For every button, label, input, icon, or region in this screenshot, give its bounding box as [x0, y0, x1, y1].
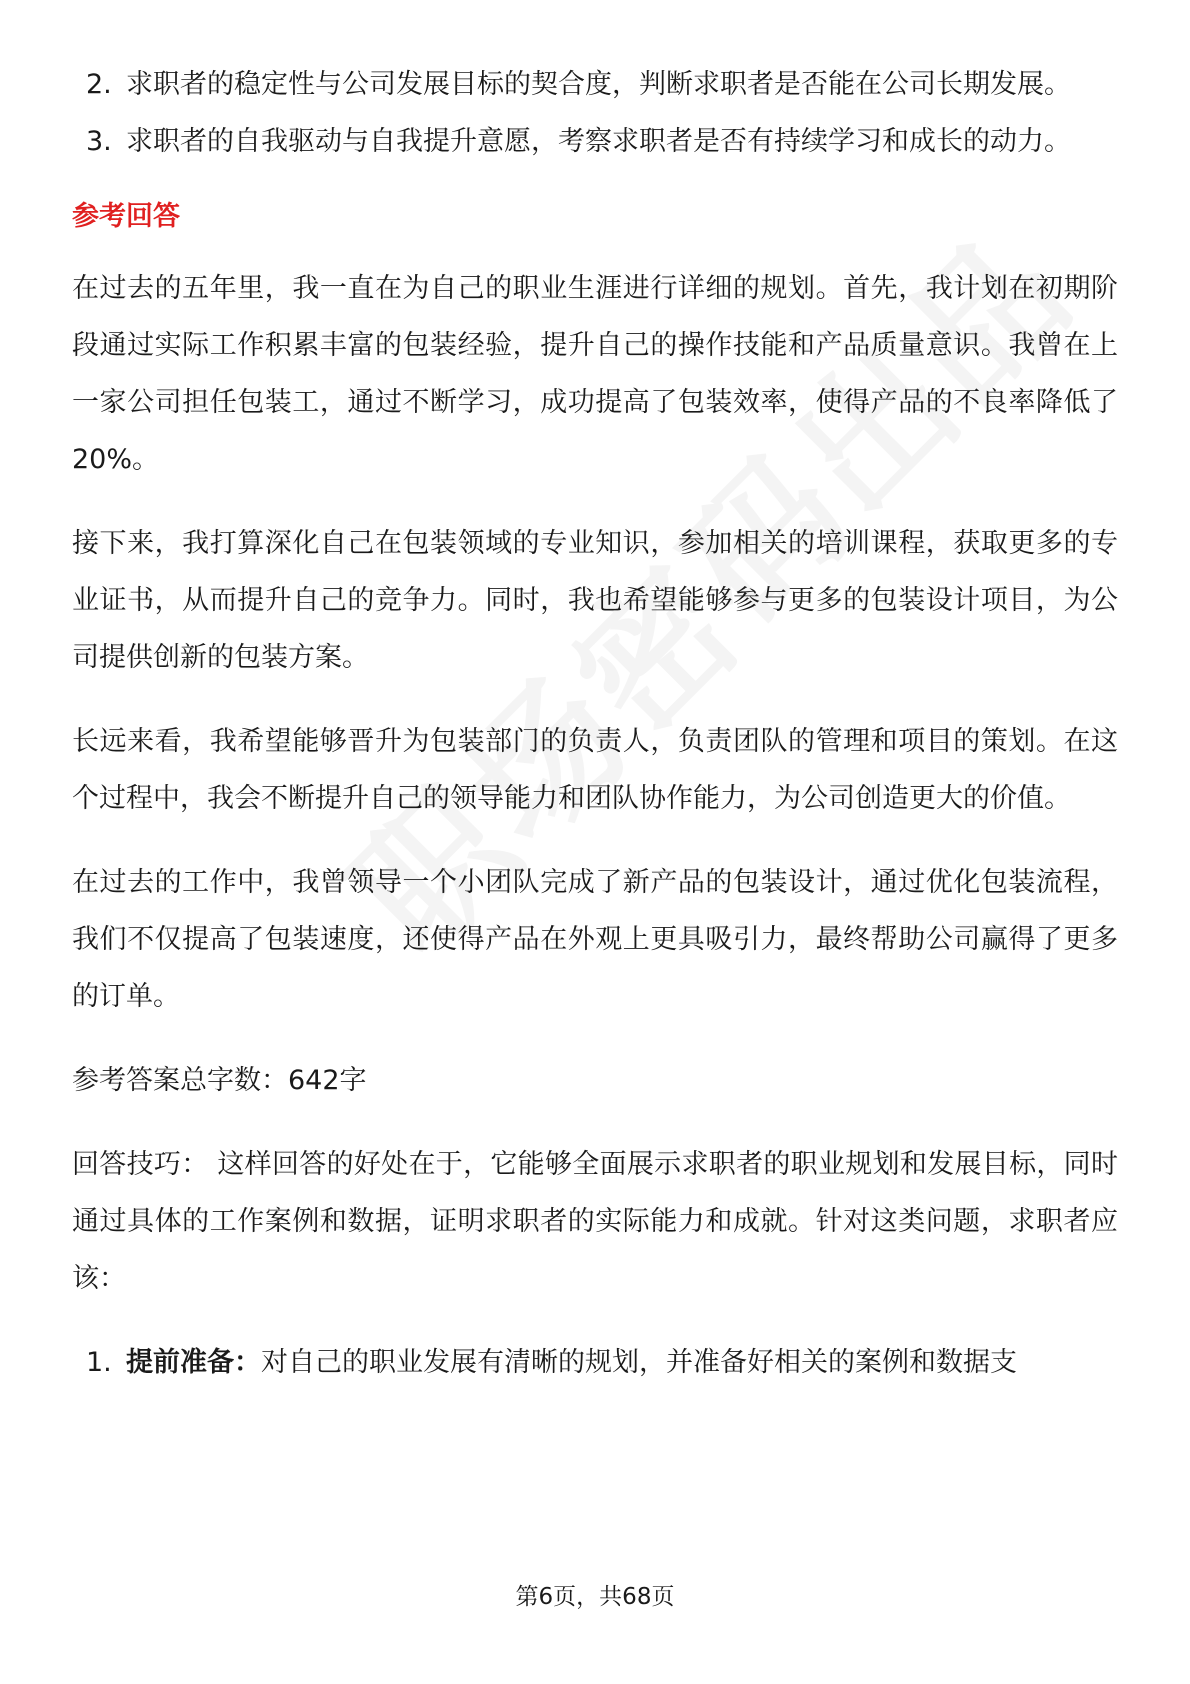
list-item [72, 56, 1118, 113]
criteria-list [72, 56, 1118, 170]
list-item-number: 3. [86, 126, 112, 157]
list-item-number: 1. [86, 1347, 112, 1378]
answer-tips: 回答技巧： 这样回答的好处在于，它能够全面展示求职者的职业规划和发展目标，同时通过具体的工作案例和数据，证明求职者的实际能力和成就。针对这类问题，求职者应该： [72, 1149, 1118, 1294]
answer-paragraph: 在过去的五年里，我一直在为自己的职业生涯进行详细的规划。首先，我计划在初期阶段通过实际工作积累丰富的包装经验，提升自己的操作技能和产品质量意识。我曾在上一家公司担任包装工，通过不断学习，成功提高了包装效率，使得产品的不良率降低了20%。 [72, 273, 1118, 475]
list-item-number: 2. [86, 69, 112, 100]
page-content [72, 56, 1118, 1391]
tips-list [72, 1334, 1118, 1391]
list-item-text: 求职者的稳定性与公司发展目标的契合度，判断求职者是否能在公司长期发展。 [126, 69, 1071, 100]
list-item-heading: 提前准备： [126, 1347, 261, 1378]
word-count: 参考答案总字数：642字 [72, 1065, 367, 1096]
section-title: 参考回答 [72, 201, 180, 232]
page-footer: 第6页，共68页 [515, 1584, 675, 1610]
list-item-text: 对自己的职业发展有清晰的规划，并准备好相关的案例和数据支 [261, 1347, 1017, 1378]
answer-paragraph: 在过去的工作中，我曾领导一个小团队完成了新产品的包装设计，通过优化包装流程，我们不仅提高了包装速度，还使得产品在外观上更具吸引力，最终帮助公司赢得了更多的订单。 [72, 867, 1118, 1012]
answer-paragraph: 接下来，我打算深化自己在包装领域的专业知识，参加相关的培训课程，获取更多的专业证书，从而提升自己的竞争力。同时，我也希望能够参与更多的包装设计项目，为公司提供创新的包装方案。 [72, 528, 1118, 673]
list-item [72, 1334, 1118, 1391]
list-item-text: 求职者的自我驱动与自我提升意愿，考察求职者是否有持续学习和成长的动力。 [126, 126, 1071, 157]
answer-paragraph: 长远来看，我希望能够晋升为包装部门的负责人，负责团队的管理和项目的策划。在这个过程中，我会不断提升自己的领导能力和团队协作能力，为公司创造更大的价值。 [72, 726, 1118, 814]
list-item [72, 113, 1118, 170]
